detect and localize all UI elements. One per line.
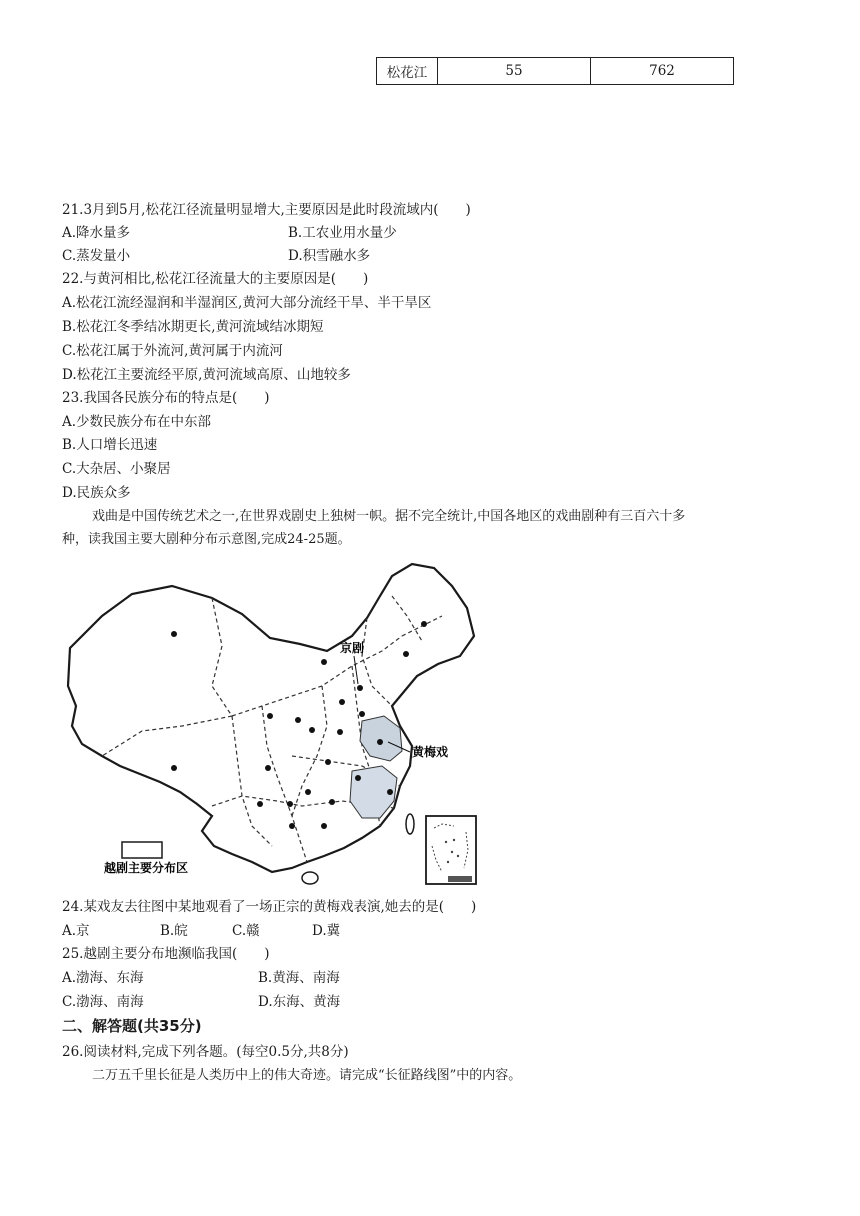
question-21-option-b: B.工农业用水量少 (288, 225, 397, 241)
intro-paragraph-line-2: 种，读我国主要大剧种分布示意图,完成24-25题。 (62, 532, 351, 547)
question-25-option-d: D.东海、黄海 (258, 994, 341, 1010)
value-cell-1: 55 (438, 58, 591, 85)
map-label-jingju: 京剧 (340, 641, 365, 655)
opera-distribution-map (62, 556, 492, 894)
question-21-option-a: A.降水量多 (62, 225, 131, 241)
question-26-stem: 26.阅读材料,完成下列各题。(每空0.5分,共8分) (62, 1044, 349, 1060)
question-24-option-a: A.京 (62, 923, 90, 939)
question-23-option-c: C.大杂居、小聚居 (62, 461, 171, 477)
question-23-stem: 23.我国各民族分布的特点是( ) (62, 390, 270, 406)
value-cell-2: 762 (591, 58, 734, 85)
map-label-huangmeixi: 黄梅戏 (412, 745, 449, 759)
hainan-island (302, 872, 318, 884)
question-25-option-b: B.黄海、南海 (258, 970, 340, 986)
question-24-option-b: B.皖 (160, 923, 188, 939)
question-22-option-d: D.松花江主要流经平原,黄河流域高原、山地较多 (62, 367, 351, 383)
question-23-option-b: B.人口增长迅速 (62, 437, 158, 453)
question-25-option-a: A.渤海、东海 (62, 970, 144, 986)
question-26-material: 二万五千里长征是人类历中上的伟大奇迹。请完成“长征路线图”中的内容。 (92, 1068, 522, 1083)
question-22-stem: 22.与黄河相比,松花江径流量大的主要原因是( ) (62, 271, 369, 287)
legend-swatch (122, 842, 162, 858)
question-22-option-c: C.松花江属于外流河,黄河属于内流河 (62, 343, 283, 359)
table-row (377, 58, 734, 85)
runoff-table (376, 57, 734, 85)
question-24-option-c: C.赣 (232, 923, 260, 939)
section-2-heading: 二、解答题(共35分) (62, 1017, 202, 1035)
intro-paragraph-line-1: 戏曲是中国传统艺术之一,在世界戏剧史上独树一帜。据不完全统计,中国各地区的戏曲剧种有三百六十多 (92, 509, 686, 524)
question-24-option-d: D.冀 (312, 923, 341, 939)
question-24-stem: 24.某戏友去往图中某地观看了一场正宗的黄梅戏表演,她去的是( ) (62, 899, 477, 915)
legend-label: 越剧主要分布区 (104, 861, 189, 875)
question-21-stem: 21.3月到5月,松花江径流量明显增大,主要原因是此时段流域内( ) (62, 202, 471, 218)
question-23-option-d: D.民族众多 (62, 485, 131, 501)
question-25-stem: 25.越剧主要分布地濒临我国( ) (62, 946, 270, 962)
question-25-option-c: C.渤海、南海 (62, 994, 144, 1010)
question-22-option-b: B.松花江冬季结冰期更长,黄河流域结冰期短 (62, 319, 324, 335)
question-21-option-d: D.积雪融水多 (288, 248, 371, 264)
question-22-option-a: A.松花江流经湿润和半湿润区,黄河大部分流经干旱、半干旱区 (62, 295, 432, 311)
question-23-option-a: A.少数民族分布在中东部 (62, 414, 212, 430)
taiwan-island (406, 814, 414, 834)
question-21-option-c: C.蒸发量小 (62, 248, 131, 264)
river-name-cell: 松花江 (377, 58, 438, 85)
